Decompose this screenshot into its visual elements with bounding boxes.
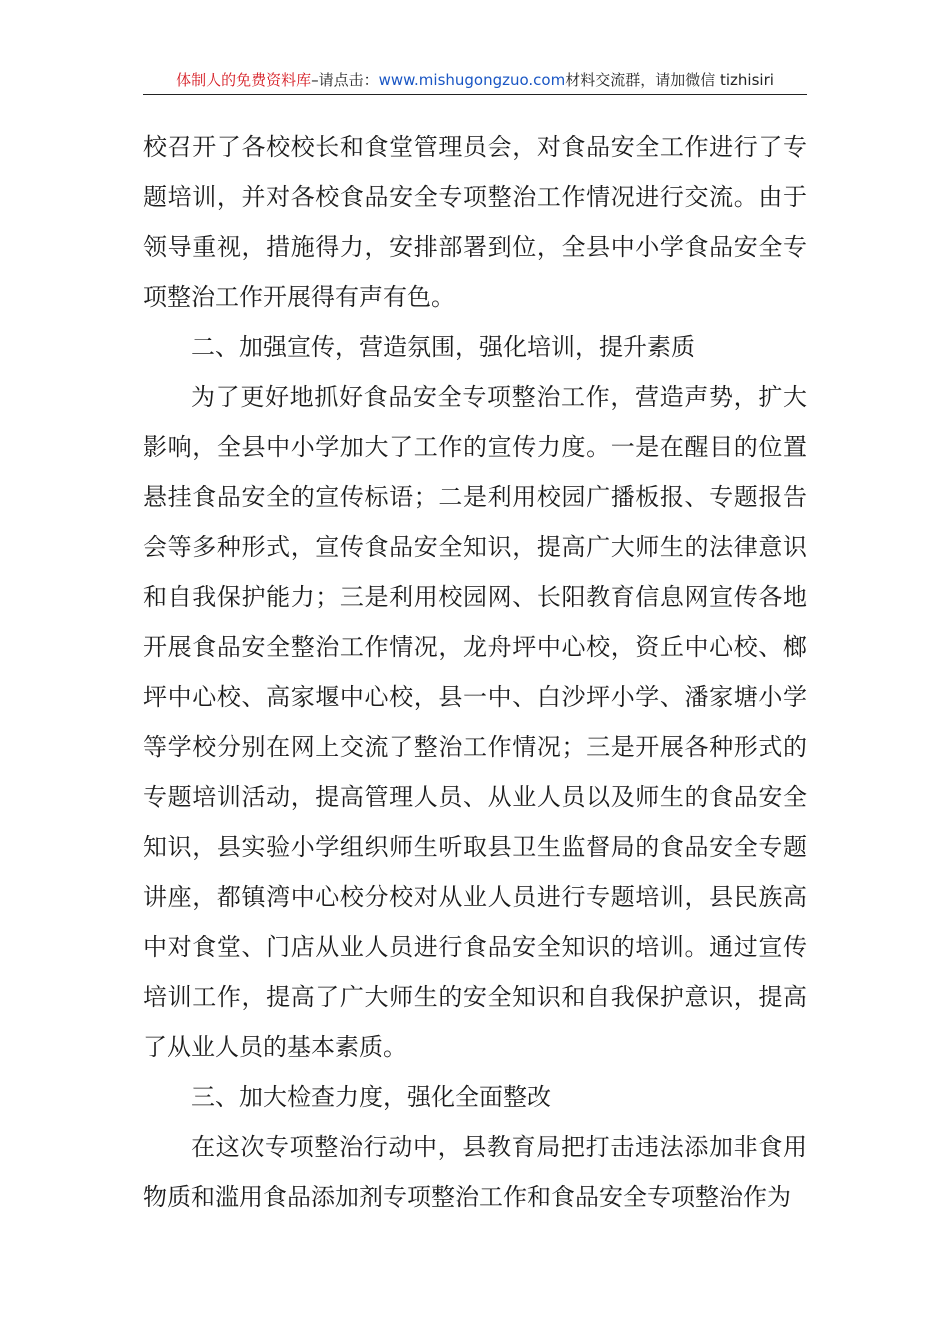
header-prompt: –请点击：	[311, 71, 379, 89]
section-heading-2: 二、加强宣传，营造氛围，强化培训，提升素质	[191, 333, 695, 361]
paragraph-3: 在这次专项整治行动中，县教育局把打击违法添加非食用物质和滥用食品添加剂专项整治工作和食品安全专项整治作为	[143, 1133, 807, 1211]
header-contact: 材料交流群，请加微信 tizhisiri	[565, 71, 774, 89]
section-heading-3: 三、加大检查力度，强化全面整改	[191, 1083, 551, 1111]
header-link[interactable]: www.mishugongzuo.com	[378, 71, 566, 89]
header-brand: 体制人的免费资料库	[176, 71, 312, 89]
page-header	[143, 68, 807, 95]
document-body	[143, 122, 807, 1222]
paragraph-2: 为了更好地抓好食品安全专项整治工作，营造声势，扩大影响，全县中小学加大了工作的宣传力度。一是在醒目的位置悬挂食品安全的宣传标语；二是利用校园广播板报、专题报告会等多种形式，宣传食品安全知识，提高广大师生的法律意识和自我保护能力；三是利用校园网、长阳教育信息网宣传各地开展食品安全整治工作情况，龙舟坪中心校，资丘中心校、榔坪中心校、高家堰中心校，县一中、白沙坪小学、潘家塘小学等学校分别在网上交流了整治工作情况；三是开展各种形式的专题培训活动，提高管理人员、从业人员以及师生的食品安全知识，县实验小学组织师生听取县卫生监督局的食品安全专题讲座，都镇湾中心校分校对从业人员进行专题培训，县民族高中对食堂、门店从业人员进行食品安全知识的培训。通过宣传培训工作，提高了广大师生的安全知识和自我保护意识，提高了从业人员的基本素质。	[143, 383, 807, 1061]
paragraph-1: 校召开了各校校长和食堂管理员会，对食品安全工作进行了专题培训，并对各校食品安全专项整治工作情况进行交流。由于领导重视，措施得力，安排部署到位，全县中小学食品安全专项整治工作开展得有声有色。	[143, 133, 807, 311]
